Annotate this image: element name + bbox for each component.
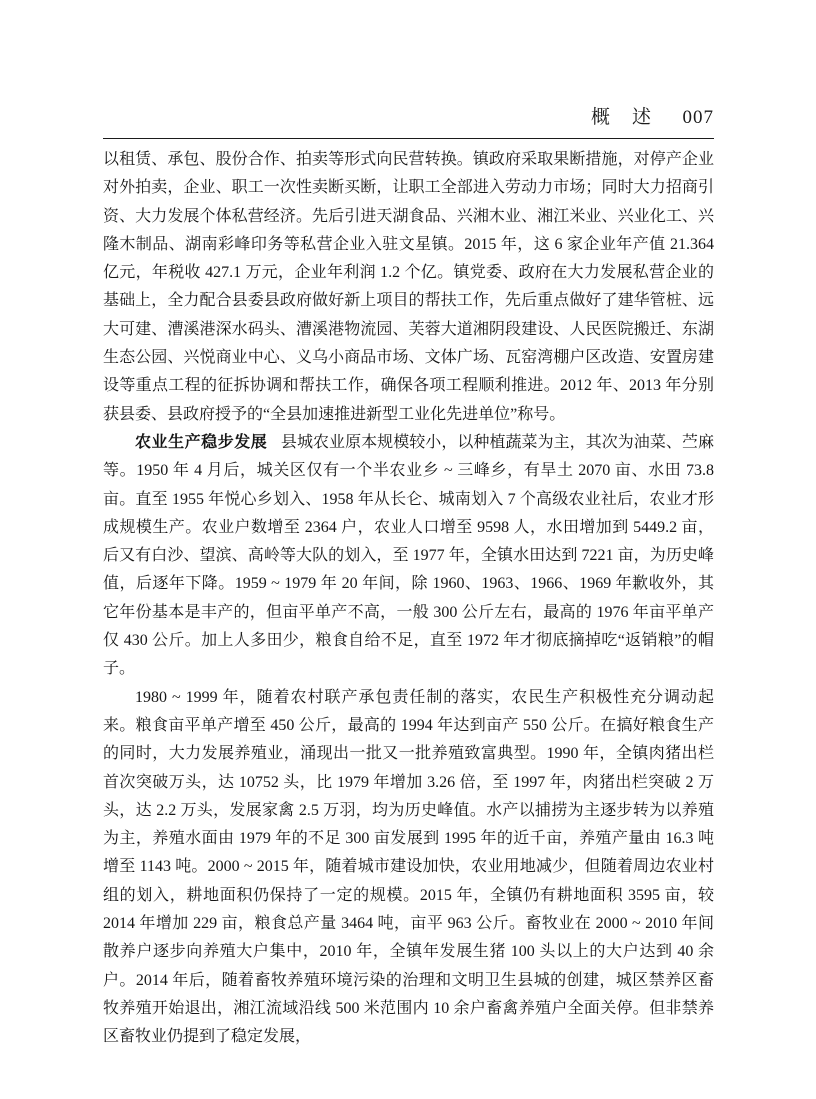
chapter-title: 概 述 xyxy=(590,107,653,128)
page-number: 007 xyxy=(682,107,714,128)
running-header xyxy=(103,106,714,139)
page-body xyxy=(103,139,714,1052)
paragraph-enterprise-reform-continued: 以租赁、承包、股份合作、拍卖等形式向民营转换。镇政府采取果断措施，对停产企业对外拍卖，企业、职工一次性卖断买断，让职工全部进入劳动力市场；同时大力招商引资、大力发展个体私营经济。先后引进天湖食品、兴湘木业、湘江米业、兴业化工、兴隆木制品、湖南彩峰印务等私营企业入驻文星镇。2015 年，这 6 家企业年产值 21.364 亿元，年税收 427.1 万元，企业年利润 1.2 个亿。镇党委、政府在大力发展私营企业的基础上，全力配合县委县政府做好新上项目的帮扶工作，先后重点做好了建华管桩、远大可建、漕溪港深水码头、漕溪港物流园、芙蓉大道湘阴段建设、人民医院搬迁、东湖生态公园、兴悦商业中心、义乌小商品市场、文体广场、瓦窑湾棚户区改造、安置房建设等重点工程的征拆协调和帮扶工作，确保各项工程顺利推进。2012 年、2013 年分别获县委、县政府授予的“全县加速推进新型工业化先进单位”称号。 xyxy=(103,151,714,423)
page-content xyxy=(103,106,714,1052)
paragraph-agriculture-steady-development: 农业生产稳步发展 县城农业原本规模较小，以种植蔬菜为主，其次为油菜、苎麻等。1950 年 4 月后，城关区仅有一个半农业乡 ~ 三峰乡，有旱土 2070 亩、水田 73.8 亩。直至 1955 年悦心乡划入、1958 年从长仑、城南划入 7 个高级农业社后，农业才形成规模生产。农业户数增至 2364 户，农业人口增至 9598 人，水田增加到 5449.2 亩，后又有白沙、望滨、高岭等大队的划入，至 1977 年，全镇水田达到 7221 亩，为历史峰值，后逐年下降。1959 ~ 1979 年 20 年间，除 1960、1963、1966、1969 年歉收外，其它年份基本是丰产的，但亩平单产不高，一般 300 公斤左右，最高的 1976 年亩平单产仅 430 公斤。加上人多田少，粮食自给不足，直至 1972 年才彻底摘掉吃“返销粮”的帽子。 xyxy=(103,433,714,678)
paragraph-lead-heading: 农业生产稳步发展 xyxy=(135,433,268,451)
paragraph-agriculture-1980-2015: 1980 ~ 1999 年，随着农村联产承包责任制的落实，农民生产积极性充分调动起来。粮食亩平单产增至 450 公斤，最高的 1994 年达到亩产 550 公斤。在搞好粮食生产的同时，大力发展养殖业，涌现出一批又一批养殖致富典型。1990 年，全镇肉猪出栏首次突破万头，达 10752 头，比 1979 年增加 3.26 倍，至 1997 年，肉猪出栏突破 2 万头，达 2.2 万头，发展家禽 2.5 万羽，均为历史峰值。水产以捕捞为主逐步转为以养殖为主，养殖水面由 1979 年的不足 300 亩发展到 1995 年的近千亩，养殖产量由 16.3 吨增至 1143 吨。2000 ~ 2015 年，随着城市建设加快，农业用地减少，但随着周边农业村组的划入，耕地面积仍保持了一定的规模。2015 年，全镇仍有耕地面积 3595 亩，较 2014 年增加 229 亩，粮食总产量 3464 吨，亩平 963 公斤。畜牧业在 2000 ~ 2010 年间散养户逐步向养殖大户集中，2010 年，全镇年发展生猪 100 头以上的大户达到 40 余户。2014 年后，随着畜牧养殖环境污染的治理和文明卫生县城的创建，城区禁养区畜牧养殖开始退出，湘江流域沿线 500 米范围内 10 余户畜禽养殖户全面关停。但非禁养区畜牧业仍提到了稳定发展， xyxy=(103,688,714,1046)
